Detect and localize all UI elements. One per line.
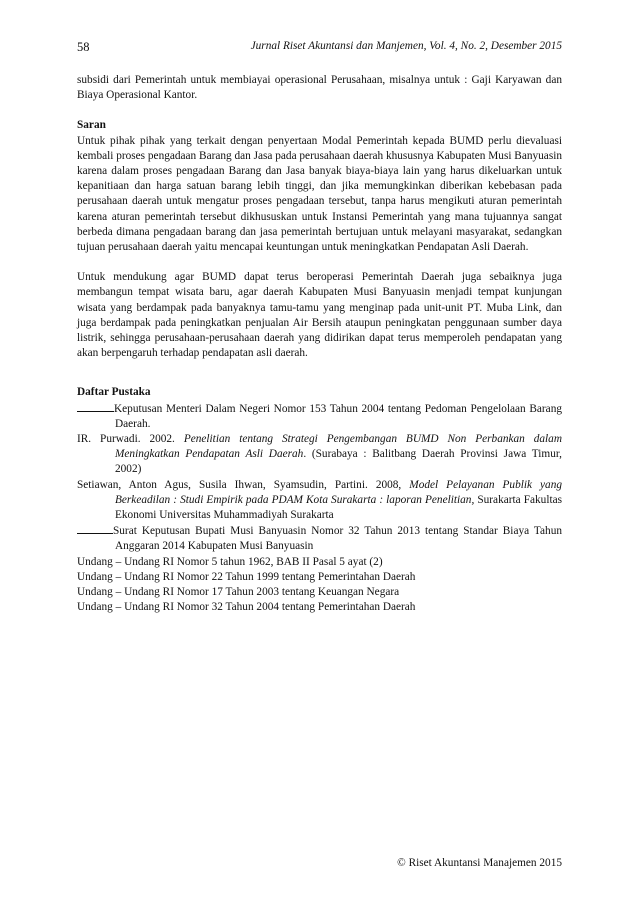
reference-suffix: Surakarta Fakultas Ekonomi Universitas Muhammadiyah Surakarta	[115, 493, 563, 522]
reference-item	[77, 555, 562, 570]
journal-title: Jurnal Riset Akuntansi dan Manjemen, Vol. 4, No. 2, Desember 2015	[250, 40, 562, 52]
reference-suffix: . (Surabaya : Balitbang Daerah Provinsi Jawa Timur, 2002)	[115, 448, 562, 476]
reference-item	[77, 478, 562, 524]
reference-item	[77, 523, 562, 554]
reference-prefix: IR. Purwadi. 2002.	[77, 433, 184, 446]
reference-italic-title: Penelitian tentang Strategi Pengembangan BUMD Non Perbankan dalam Meningkatkan Pendapatan Asli Daerah	[115, 433, 562, 461]
reference-item	[77, 432, 562, 478]
saran-paragraph-1: Untuk pihak pihak yang terkait dengan penyertaan Modal Pemerintah kepada BUMD perlu dievaluasi kembali proses pengadaan Barang dan Jasa pada perusahaan daerah khususnya Kabupaten Musi Banyuasin karena dalam proses pengadaan Barang dan Jasa banyak biaya-biaya lain yang harus dikeluarkan untuk kepanitiaan dan harga satuan barang lebih tinggi, dan jika memungkinkan diberikan kebebasan pada perusahaan daerah untuk mengatur proses pengadaan tersebut, tanpa harus mengikuti aturan pemerintah karena aturan pemerintah tersebut dikhususkan untuk Instansi Pemerintah yang mana tujuannya sangat berbeda dimana pengadaan barang dan jasa pemerintah bertujuan untuk melayani masyarakat, sedangkan tujuan perusahaan daerah yaitu mencapai keuntungan untuk meningkatkan Pendapatan Asli Daerah.	[77, 134, 562, 254]
reference-main: Undang – Undang RI Nomor 22 Tahun 1999 tentang Pemerintahan Daerah	[77, 570, 416, 583]
reference-item	[77, 401, 562, 432]
reference-prefix: Setiawan, Anton Agus, Susila Ihwan, Syamsudin, Partini. 2008,	[77, 478, 410, 491]
reference-list	[77, 401, 562, 616]
reference-italic-title: Model Pelayanan Publik yang Berkeadilan : Studi Empirik pada PDAM Kota Surakarta : laporan Penelitian,	[115, 478, 563, 506]
page-header	[77, 40, 562, 56]
reference-main: Undang – Undang RI Nomor 17 Tahun 2003 tentang Keuangan Negara	[77, 586, 400, 599]
reference-item	[77, 570, 562, 585]
reference-main: Undang – Undang RI Nomor 32 Tahun 2004 tentang Pemerintahan Daerah	[77, 601, 416, 614]
page-content	[77, 73, 562, 616]
reference-item	[77, 585, 562, 600]
reference-main: Undang – Undang RI Nomor 5 tahun 1962, BAB II Pasal 5 ayat (2)	[77, 555, 383, 568]
intro-paragraph: subsidi dari Pemerintah untuk membiayai operasional Perusahaan, misalnya untuk : Gaji Karyawan dan Biaya Operasional Kantor.	[77, 74, 562, 102]
page-number: 58	[77, 40, 90, 54]
saran-heading: Saran	[77, 119, 106, 132]
reference-dash	[77, 401, 114, 412]
reference-main: Keputusan Menteri Dalam Negeri Nomor 153 Tahun 2004 tentang Pedoman Pengelolaan Barang Daerah.	[114, 402, 562, 430]
reference-item	[77, 600, 562, 615]
page-footer: © Riset Akuntansi Manajemen 2015	[397, 857, 562, 869]
reference-dash	[77, 523, 113, 534]
daftar-pustaka-heading: Daftar Pustaka	[77, 386, 151, 399]
saran-paragraph-2: Untuk mendukung agar BUMD dapat terus beroperasi Pemerintah Daerah juga sebaiknya juga membangun tempat wisata baru, agar daerah Kabupaten Musi Banyuasin menjadi tempat kunjungan wisata yang berdampak pada banyaknya tamu-tamu yang menginap pada unit-unit PT. Muba Link, dan juga berdampak pada peningkatkan penjualan Air Bersih ataupun peningkatan penggunaan sumber daya listrik, sehingga perusahaan-perusahaan daerah yang didirikan dapat terus memperoleh pendapatan yang akan berpengaruh terhadap pendapatan asli daerah.	[77, 271, 562, 360]
reference-main: Surat Keputusan Bupati Musi Banyuasin Nomor 32 Tahun 2013 tentang Standar Biaya Tahun Anggaran 2014 Kabupaten Musi Banyuasin	[113, 525, 562, 553]
